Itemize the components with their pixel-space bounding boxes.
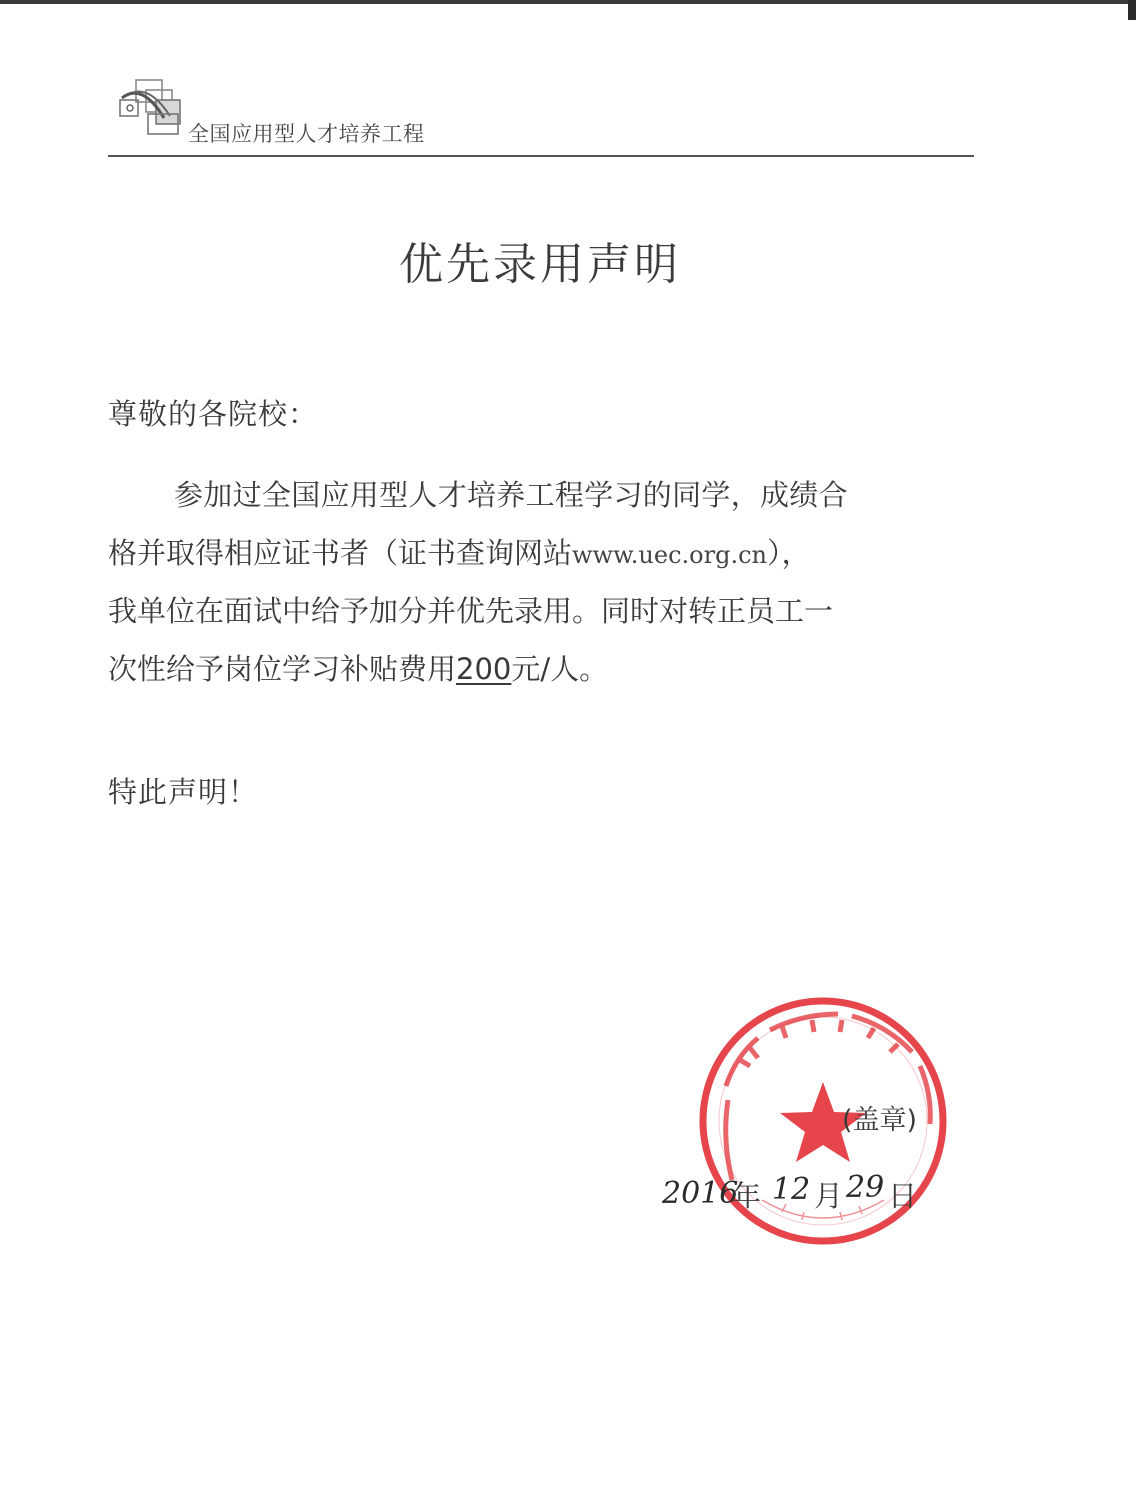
subsidy-amount: 200 [456,652,512,686]
paragraph-line-4-text: 次性给予岗位学习补贴费用 [108,652,457,686]
closing-statement: 特此声明！ [108,775,259,809]
organization-name: 全国应用型人才培养工程 [188,122,425,146]
scan-edge-corner [1128,0,1136,20]
paragraph-line-1: 参加过全国应用型人才培养工程学习的同学，成绩合 [174,478,848,512]
letterhead [108,74,976,158]
connected-squares-logo-icon [112,78,188,138]
month-char: 月 [814,1179,844,1213]
handwritten-month: 12 [772,1172,811,1207]
paragraph-line-2 [108,524,946,582]
paragraph-line-2-end: ）， [766,536,811,570]
header-divider [108,155,974,157]
scan-edge-top [0,0,1136,4]
signing-date [660,1170,940,1220]
paragraph-line-3: 我单位在面试中给予加分并优先录用。同时对转正员工一 [108,594,834,628]
certificate-query-url: www.uec.org.cn [572,541,767,569]
document-title: 优先录用声明 [399,239,681,290]
year-char: 年 [732,1179,762,1213]
paragraph-line-4 [108,640,946,698]
seal-label: (盖章) [842,1105,918,1136]
handwritten-day: 29 [846,1170,885,1205]
paragraph-line-2-text: 格并取得相应证书者（证书查询网站 [108,536,573,570]
paragraph-line-4-end: 元/人。 [511,652,609,686]
handwritten-year: 2016 [662,1176,739,1211]
day-char: 日 [888,1179,918,1213]
salutation: 尊敬的各院校： [108,397,319,431]
statement-paragraph [108,466,946,698]
